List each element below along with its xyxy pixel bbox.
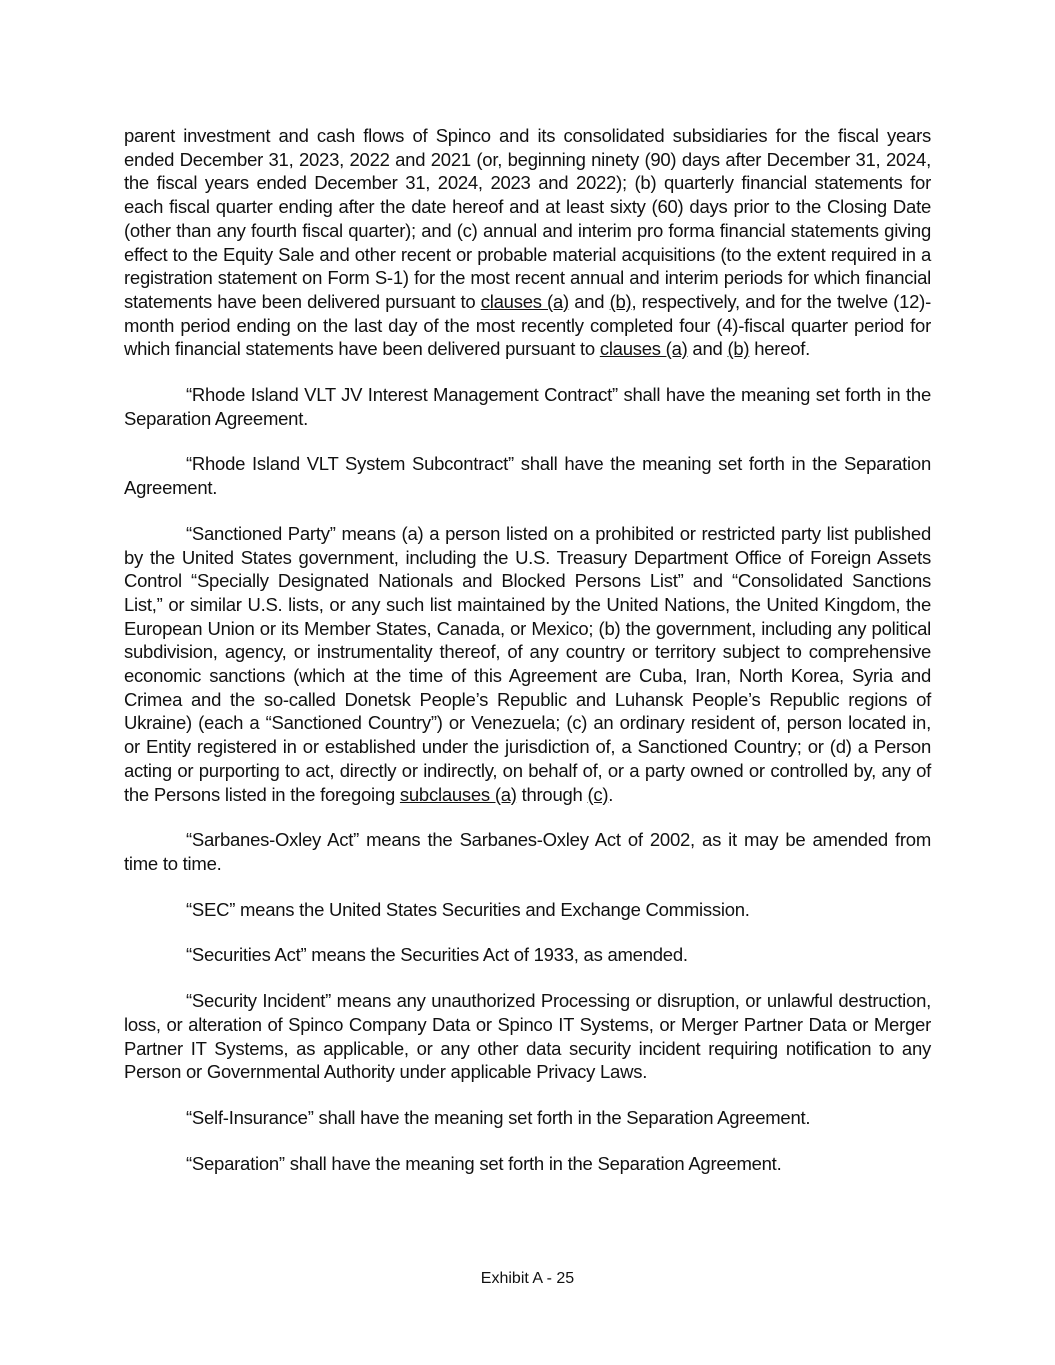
definition-rhode-island-vlt-jv: “Rhode Island VLT JV Interest Management Contract” shall have the meaning set forth in the Separation Agreement. [124, 384, 931, 429]
page-footer: Exhibit A - 25 [480, 1270, 575, 1287]
intro-text-a: parent investment and cash flows of Spinco and its consolidated subsidiaries for the fiscal years ended December 31, 2023, 2022 and 2021 (or, beginning ninety (90) days after December 31, 2024, the fiscal years ended December 31, 2024, 2023 and 2022); (b) quarterly financial statements for each fiscal quarter ending after the date hereof and at least sixty (60) days prior to the Closing Date (other than any fourth fiscal quarter); and (c) annual and interim pro forma financial statements giving effect to the Equity Sale and other recent or probable material acquisitions (to the extent required in a registration statement on Form S-1) for the most recent annual and interim periods for which financial statements have been delivered pursuant to [124, 125, 931, 312]
intro-text-d: and [687, 338, 728, 360]
intro-ref-b: (b) [609, 290, 632, 312]
document-page [124, 124, 931, 1197]
intro-ref-b-2: (b) [727, 338, 750, 360]
definition-securities-act: “Securities Act” means the Securities Act of 1933, as amended. [186, 944, 688, 966]
definition-sanctioned-party [124, 522, 931, 806]
sanctioned-party-text-b: through [516, 783, 588, 805]
definition-security-incident: “Security Incident” means any unauthorized Processing or disruption, or unlawful destruction, loss, or alteration of Spinco Company Data or Spinco IT Systems, or Merger Partner Data or Merger Partner IT Systems, as applicable, or any other data security incident requiring notification to any Person or Governmental Authority under applicable Privacy Laws. [124, 990, 931, 1083]
sanctioned-party-text-c: . [608, 783, 614, 805]
sanctioned-party-ref-c: (c) [587, 783, 609, 805]
definition-sarbanes-oxley-act: “Sarbanes-Oxley Act” means the Sarbanes-Oxley Act of 2002, as it may be amended from time to time. [124, 829, 931, 874]
sanctioned-party-ref-subclauses-a: subclauses (a) [399, 783, 517, 805]
intro-text-e: hereof. [749, 338, 811, 360]
definition-sec: “SEC” means the United States Securities and Exchange Commission. [186, 898, 750, 920]
definition-separation: “Separation” shall have the meaning set forth in the Separation Agreement. [186, 1152, 782, 1174]
intro-ref-clauses-a-2: clauses (a) [599, 338, 688, 360]
intro-text-b: and [568, 290, 610, 312]
definition-rhode-island-vlt-subcontract: “Rhode Island VLT System Subcontract” shall have the meaning set forth in the Separation Agreement. [124, 453, 931, 499]
intro-text-c: , respectively, and for the twelve (12)-month period ending on the last day of the most recently completed four (4)-fiscal quarter period for which financial statements have been delivered pursuant to [124, 290, 931, 360]
definition-self-insurance: “Self-Insurance” shall have the meaning set forth in the Separation Agreement. [186, 1106, 811, 1128]
intro-paragraph [124, 124, 931, 361]
intro-ref-clauses-a: clauses (a) [480, 290, 569, 312]
sanctioned-party-text-a: “Sanctioned Party” means (a) a person listed on a prohibited or restricted party list published by the United States government, including the U.S. Treasury Department Office of Foreign Assets Control “Specially Designated Nationals and Blocked Persons List” and “Consolidated Sanctions List,” or similar U.S. lists, or any such list maintained by the United Nations, the United Kingdom, the European Union or its Member States, Canada, or Mexico; (b) the government, including any political subdivision, agency, or instrumentality thereof, of any country or territory subject to comprehensive economic sanctions (which at the time of this Agreement are Cuba, Iran, North Korea, Syria and Crimea and the so-called Donetsk People’s Republic and Luhansk People’s Republic regions of Ukraine) (each a “Sanctioned Country”) or Venezuela; (c) an ordinary resident of, person located in, or Entity registered in or established under the jurisdiction of, a Sanctioned Country; or (d) a Person acting or purporting to act, directly or indirectly, on behalf of, or a party owned or controlled by, any of the Persons listed in the foregoing [124, 522, 931, 805]
